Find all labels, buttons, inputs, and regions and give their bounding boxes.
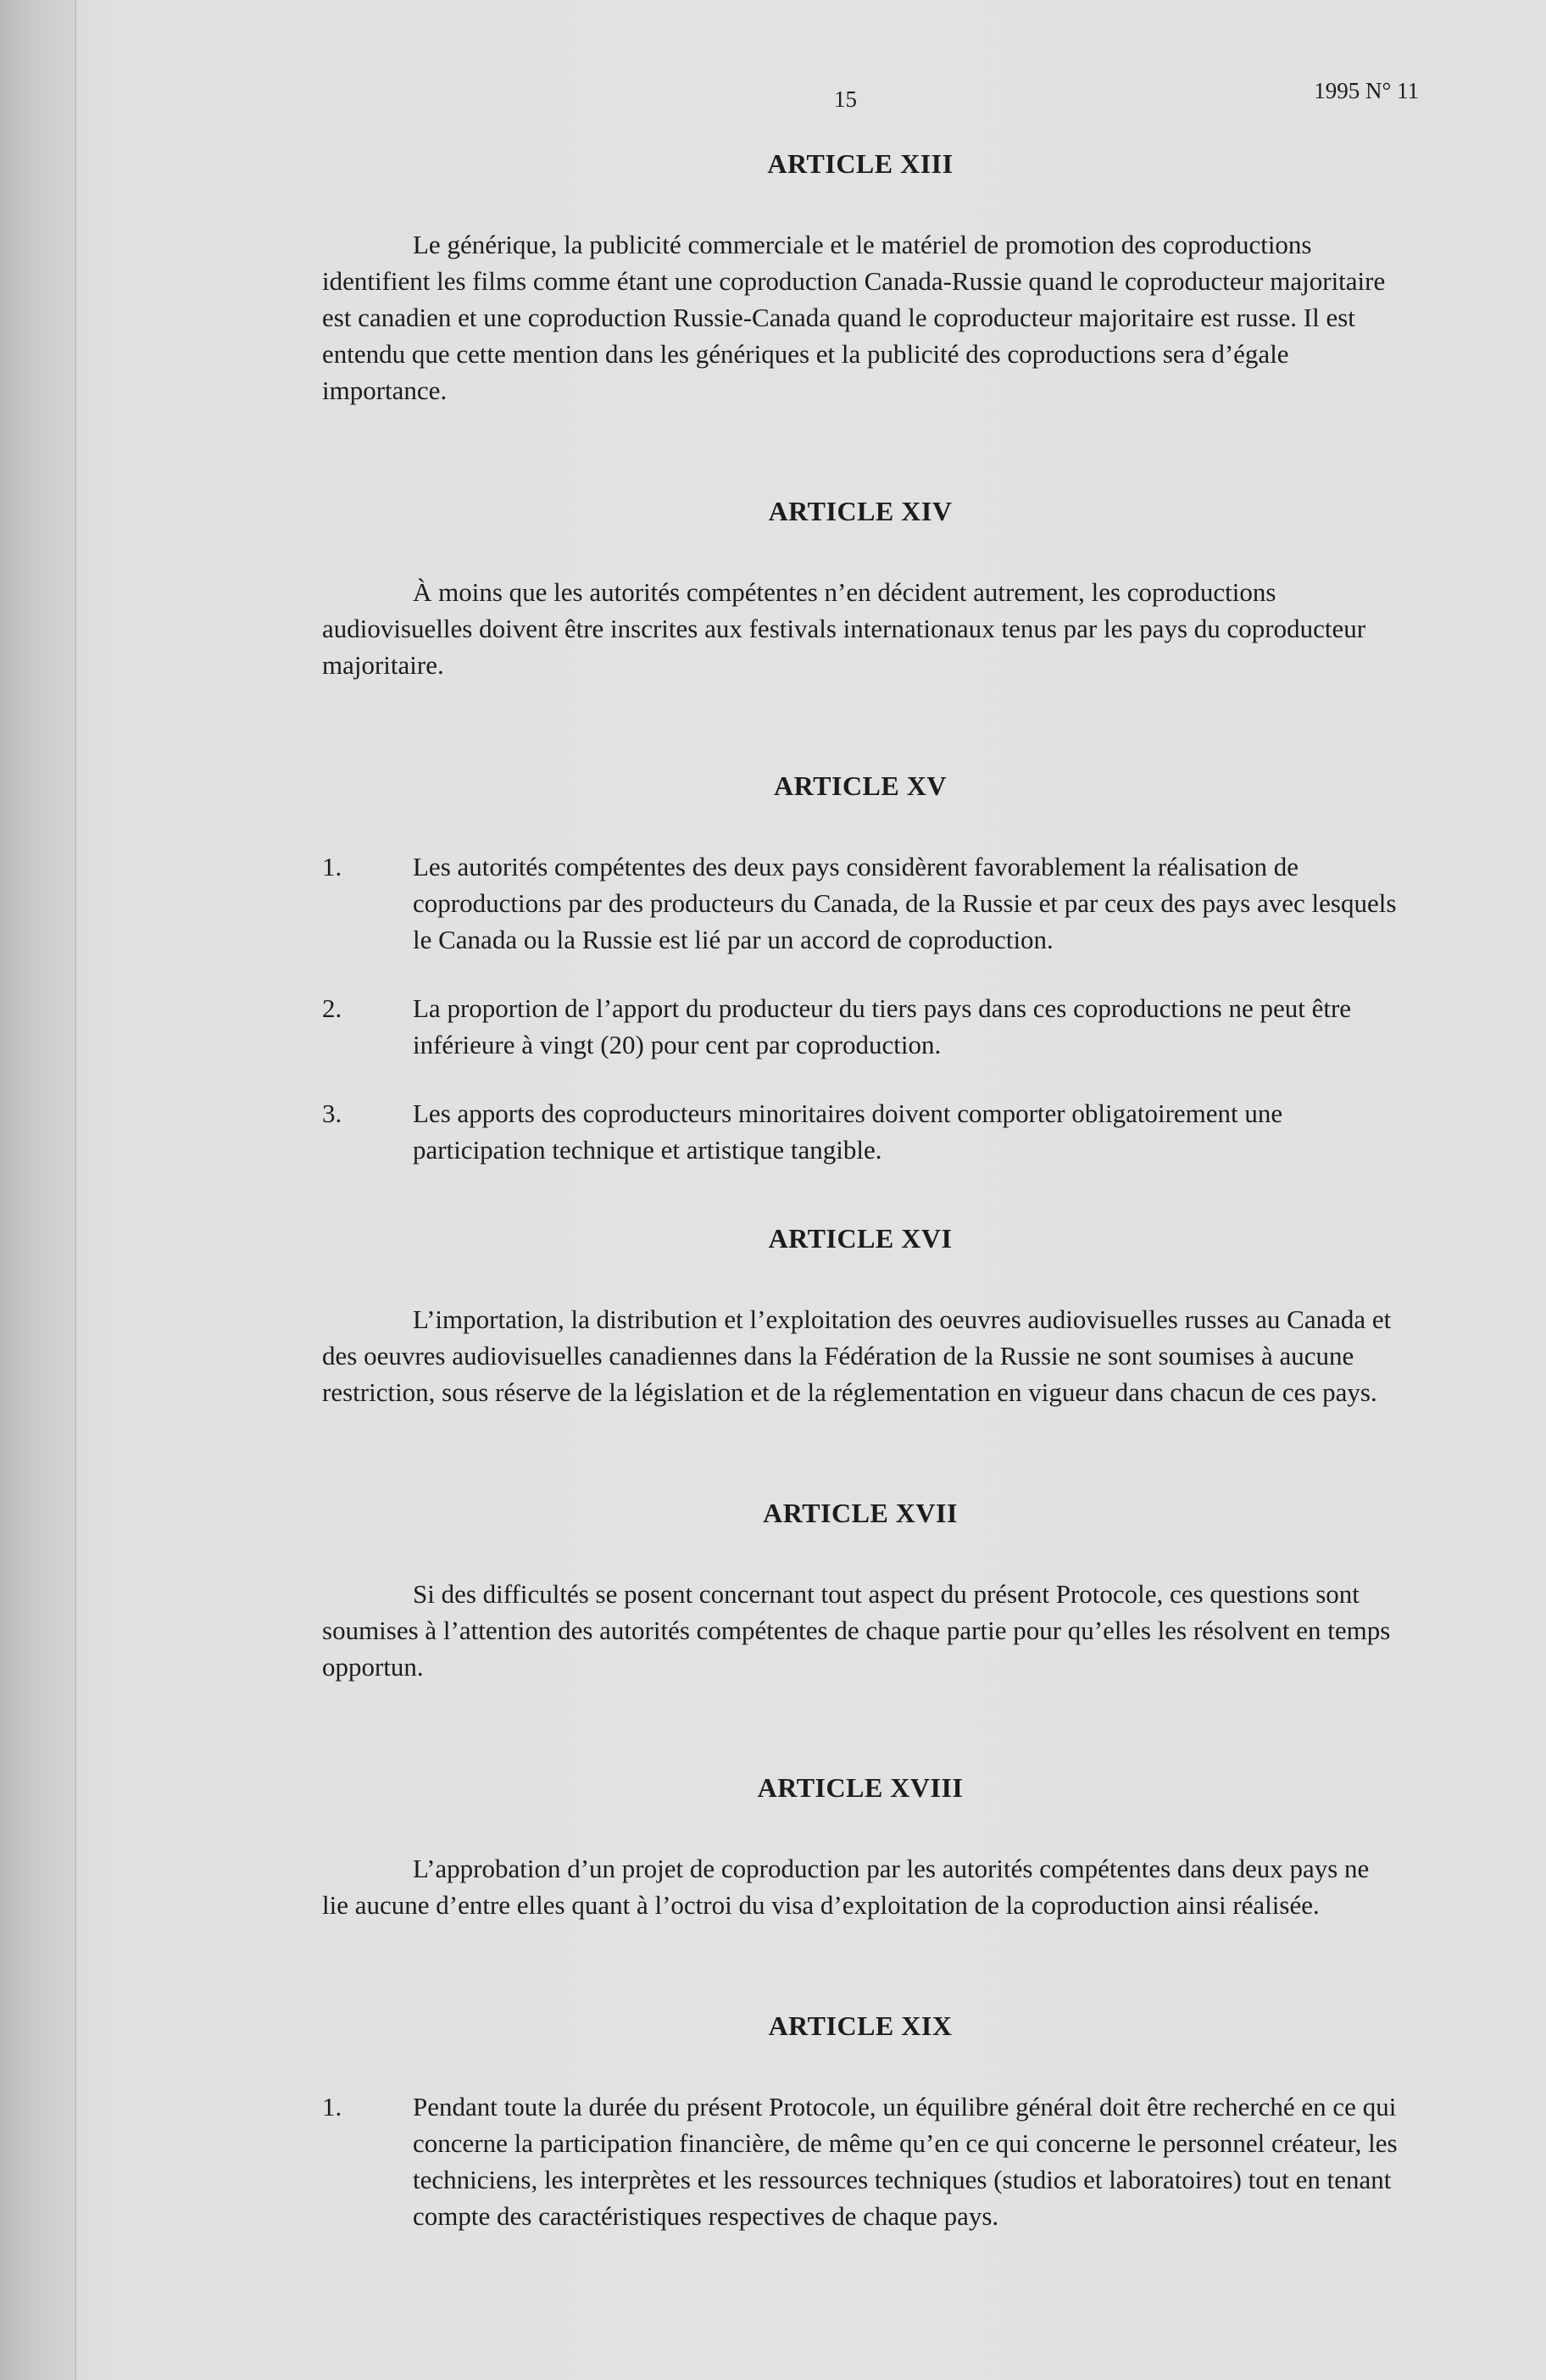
clause-number: 1. xyxy=(322,852,342,881)
article-paragraph: L’importation, la distribution et l’exploitation des oeuvres audiovisuelles russes au Canada et des oeuvres audiovisuelles canadiennes dans la Fédération de la Russie ne sont soumises à aucune restriction, sous réserve de la législation et de la réglementation en vigueur dans chacun de ces pays. xyxy=(322,1304,1392,1407)
article-paragraph: L’approbation d’un projet de coproduction par les autorités compétentes dans deux pays ne lie aucune d’entre elles quant à l’octroi du visa d’exploitation de la coproduction ainsi réalisée. xyxy=(322,1854,1370,1920)
clause-number: 1. xyxy=(322,2092,342,2121)
article-heading: ARTICLE XIV xyxy=(768,496,953,526)
clause-text: Pendant toute la durée du présent Protocole, un équilibre général doit être recherché en ce qui concerne la participation financière, de même qu’en ce qui concerne le personnel créateur, les techniciens, les interprètes et les ressources techniques (studios et laboratoires) tout en tenant compte des caractéristiques respectives de chaque pays. xyxy=(413,2092,1398,2231)
numbered-clause xyxy=(322,2088,1399,2234)
article-xvii xyxy=(322,1495,1399,1685)
clause-text: Les autorités compétentes des deux pays considèrent favorablement la réalisation de coproductions par des producteurs du Canada, de la Russie et par ceux des pays avec lesquels le Canada ou la Russie est lié par un accord de coproduction. xyxy=(413,852,1397,954)
article-paragraph: Le générique, la publicité commerciale et le matériel de promotion des coproductions identifient les films comme étant une coproduction Canada-Russie quand le coproducteur majoritaire est canadien et une coproduction Russie-Canada quand le coproducteur majoritaire est russe. Il est entendu que cette mention dans les génériques et la publicité des coproductions sera d’égale importance. xyxy=(322,230,1386,405)
article-heading: ARTICLE XVI xyxy=(768,1223,953,1254)
document-body xyxy=(322,146,1399,2266)
clause-text: Les apports des coproducteurs minoritaires doivent comporter obligatoirement une participation technique et artistique tangible. xyxy=(413,1098,1283,1165)
article-heading: ARTICLE XIX xyxy=(768,2010,953,2041)
numbered-clause xyxy=(322,990,1399,1063)
clause-text: La proportion de l’apport du producteur du tiers pays dans ces coproductions ne peut être inférieure à vingt (20) pour cent par coproduction. xyxy=(413,993,1352,1059)
clause-number: 2. xyxy=(322,993,342,1023)
article-xv xyxy=(322,768,1399,1168)
clause-number: 3. xyxy=(322,1098,342,1128)
numbered-clause xyxy=(322,1095,1399,1168)
numbered-clause xyxy=(322,848,1399,958)
binding-gutter xyxy=(75,0,77,2380)
article-xiv xyxy=(322,493,1399,683)
article-heading: ARTICLE XVII xyxy=(763,1498,958,1528)
document-reference: 1995 N° 11 xyxy=(1314,78,1419,103)
article-paragraph: Si des difficultés se posent concernant tout aspect du présent Protocole, ces questions sont soumises à l’attention des autorités compétentes de chaque partie pour qu’elles les résolvent en temps opportun. xyxy=(322,1579,1391,1682)
article-xiii xyxy=(322,146,1399,409)
page-number: 15 xyxy=(834,86,857,112)
article-heading: ARTICLE XV xyxy=(774,770,947,801)
article-paragraph: À moins que les autorités compétentes n’en décident autrement, les coproductions audiovisuelles doivent être inscrites aux festivals internationaux tenus par les pays du coproducteur majoritaire. xyxy=(322,577,1366,680)
article-xviii xyxy=(322,1770,1399,1923)
article-xvi xyxy=(322,1221,1399,1410)
article-xix xyxy=(322,2008,1399,2234)
article-heading: ARTICLE XVIII xyxy=(757,1772,964,1803)
article-heading: ARTICLE XIII xyxy=(767,148,954,179)
